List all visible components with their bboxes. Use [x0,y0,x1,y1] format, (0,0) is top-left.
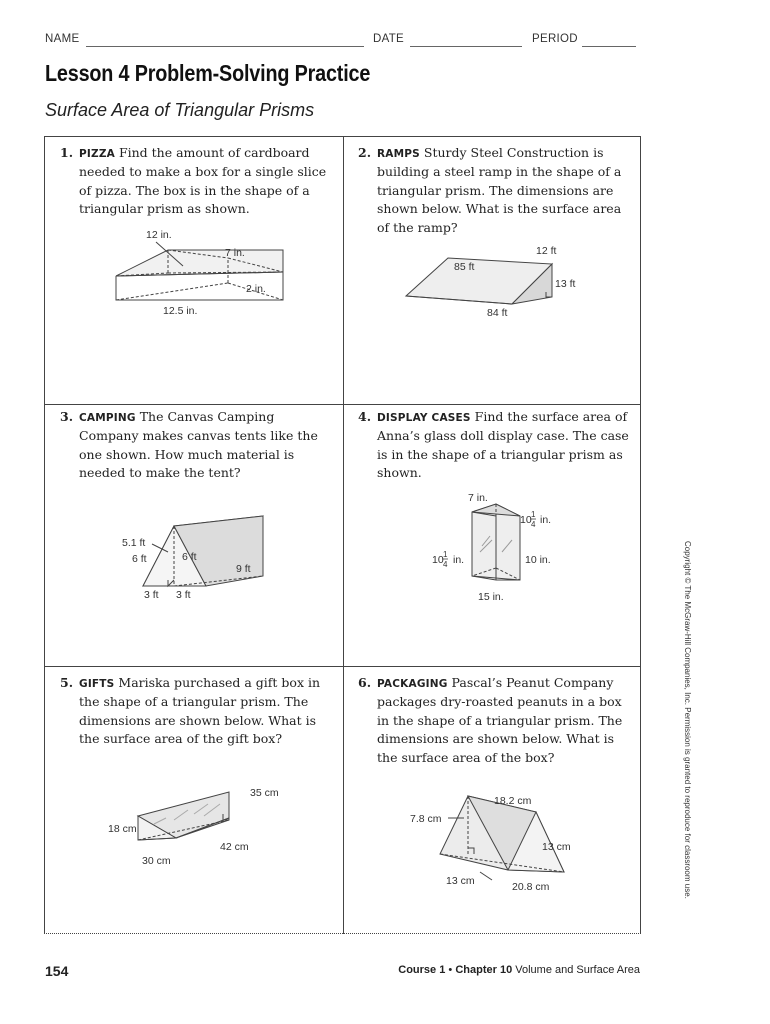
figure-label: 12 in. [146,229,172,241]
grid-divider-row-1 [44,404,641,405]
figure-label: 15 in. [478,591,504,603]
problem-number: 5. [60,675,74,690]
figure-label: 10 [520,514,532,526]
copyright-text: Copyright © The McGraw-Hill Companies, Inc. Permission is granted to reproduce for classroom use. [683,541,692,899]
figure-label: 7 in. [225,247,245,259]
figure-label: 13 cm [542,841,571,853]
figure-label: 42 cm [220,841,249,853]
page-subtitle: Surface Area of Triangular Prisms [45,100,315,120]
display-case-figure [424,490,604,606]
problem-text: Sturdy Steel Construction is building a steel ramp in the shape of a triangular prism. The dimensions are shown below. What is the surface area of the ramp? [377,145,622,235]
figure-label: 6 ft [182,551,197,563]
figure-label: 18.2 cm [494,795,532,807]
figure-label: 3 ft [176,589,191,601]
figure-label: 1 [443,550,448,559]
page-title: Lesson 4 Problem-Solving Practice [45,60,371,86]
problem-text: Find the surface area of Anna’s glass doll display case. The case is in the shape of a triangular prism as shown. [377,409,629,481]
figure-label: 84 ft [487,307,508,319]
name-label: NAME [45,33,80,45]
figure-label: 30 cm [142,855,171,867]
problem-keyword: PIZZA [79,148,115,160]
problem-text: The Canvas Camping Company makes canvas tents like the one shown. How much material is needed to make the tent? [79,409,318,481]
grid-divider-vertical [343,136,344,934]
figure-label: 10 [432,554,444,566]
figure-label: 18 cm [108,823,137,835]
figure-label: 4 [531,520,536,529]
figure-label: 12.5 in. [163,305,198,317]
tent-figure [118,496,308,604]
grid-divider-row-2 [44,666,641,667]
figure-label: 35 cm [250,787,279,799]
problem-4 [358,408,633,483]
problem-6 [358,674,633,767]
figure-label: in. [540,514,552,526]
problem-text: Pascal’s Peanut Company packages dry-roasted peanuts in a box in the shape of a triangular prism. The dimensions are shown below. What is the surface area of the box? [377,675,623,765]
problem-1 [60,144,335,219]
period-line [582,46,636,47]
problem-2 [358,144,633,237]
figure-label: 6 ft [132,553,147,565]
figure-label: 9 ft [236,563,251,575]
figure-label: 2 in. [246,283,266,295]
pizza-box-figure [108,228,308,318]
figure-label: 20.8 cm [512,881,550,893]
chapter-title: Volume and Surface Area [515,964,640,976]
ramp-figure [402,242,602,322]
name-line [86,46,364,47]
problem-number: 3. [60,409,74,424]
problem-3 [60,408,335,483]
figure-label: 12 ft [536,245,557,257]
problem-keyword: RAMPS [377,148,420,160]
figure-label: 4 [443,560,448,569]
course-label: Course 1 [398,964,446,976]
problem-keyword: GIFTS [79,678,115,690]
figure-label: 13 ft [555,278,576,290]
figure-label: in. [453,554,465,566]
figure-label: 1 [531,510,536,519]
footer-bullet: • [448,964,453,976]
page-number: 154 [45,963,69,979]
problem-number: 1. [60,145,74,160]
period-label: PERIOD [532,33,578,45]
problem-5 [60,674,335,749]
figure-label: 85 ft [454,261,475,273]
date-label: DATE [373,33,405,45]
figure-label: 7.8 cm [410,813,442,825]
chapter-label: Chapter 10 [455,964,513,976]
figure-label: 13 cm [446,875,475,887]
peanut-box-figure [408,784,598,894]
problem-text: Find the amount of cardboard needed to make a box for a single slice of pizza. The box is in the shape of a triangular prism as shown. [79,145,327,217]
problem-text: Mariska purchased a gift box in the shape of a triangular prism. The dimensions are shown below. What is the surface area of the gift box? [79,675,321,747]
problem-keyword: DISPLAY CASES [377,412,471,424]
gift-box-figure [104,780,304,872]
figure-label: 7 in. [468,492,488,504]
problem-keyword: PACKAGING [377,678,448,690]
problem-number: 2. [358,145,372,160]
problem-number: 6. [358,675,372,690]
problem-keyword: CAMPING [79,412,136,424]
figure-label: 5.1 ft [122,537,146,549]
copyright-notice [683,541,702,899]
figure-label: 10 in. [525,554,551,566]
problem-number: 4. [358,409,372,424]
figure-label: 3 ft [144,589,159,601]
date-line [410,46,522,47]
footer-course-info [398,964,640,976]
